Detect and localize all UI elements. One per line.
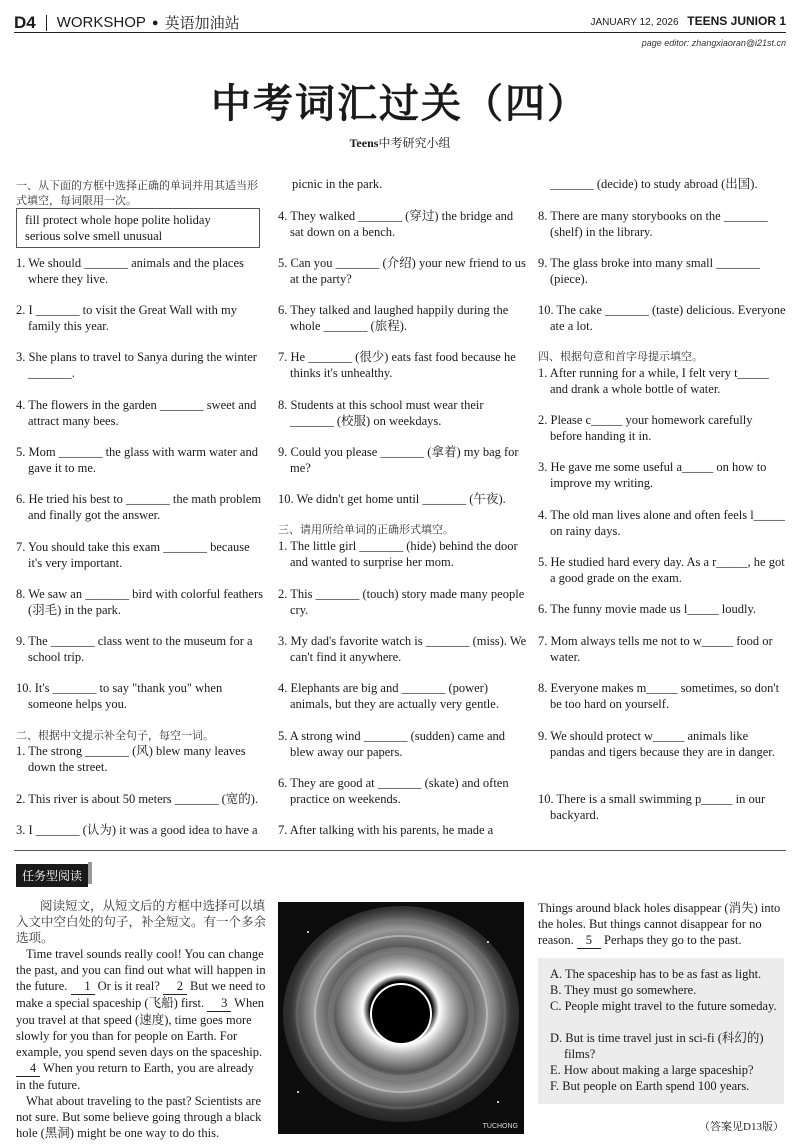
section2-item: 5. Can you _______ (介绍) your new friend to us at the party? bbox=[278, 256, 526, 286]
section4-item: 7. Mom always tells me not to w_____ food or water. bbox=[538, 634, 773, 664]
passage-paragraph-2: What about traveling to the past? Scientists are not sure. But some believe going through a black hole (黑洞) might be one way to do this. bbox=[16, 1094, 262, 1140]
byline bbox=[0, 134, 800, 151]
section2-item: 9. Could you please _______ (拿着) my bag for me? bbox=[278, 445, 519, 475]
section2-item: 8. Students at this school must wear their _______ (校服) on weekdays. bbox=[278, 398, 484, 428]
option-c: C. People might travel to the future someday. bbox=[550, 999, 777, 1013]
section4-item: 6. The funny movie made us l_____ loudly. bbox=[538, 602, 757, 616]
word-box bbox=[16, 208, 260, 248]
passage-text: But we need to make a special spaceship (飞船) first. bbox=[16, 979, 266, 1010]
section1-item: 2. I _______ to visit the Great Wall with my family this year. bbox=[16, 303, 237, 333]
section2-item: 2. This river is about 50 meters _______ (宽的). bbox=[16, 792, 259, 806]
section3-item: 8. There are many storybooks on the _______ (shelf) in the library. bbox=[538, 209, 768, 239]
section2-item: 10. We didn't get home until _______ (午夜). bbox=[278, 492, 506, 506]
section4-item: 9. We should protect w_____ animals like pandas and tigers because they are in danger. bbox=[538, 729, 775, 759]
section1-item: 5. Mom _______ the glass with warm water and gave it to me. bbox=[16, 445, 258, 475]
blank-1: 1 bbox=[71, 978, 95, 995]
photo-credit: TUCHONG bbox=[482, 1123, 518, 1130]
section4-item: 4. The old man lives alone and often feels l_____ on rainy days. bbox=[538, 508, 785, 538]
section1-item: 1. We should _______ animals and the places where they live. bbox=[16, 256, 244, 286]
blank-4: 4 bbox=[16, 1060, 40, 1077]
passage-text: Perhaps they go to the past. bbox=[604, 933, 742, 947]
section2-item: 4. They walked _______ (穿过) the bridge and sat down on a bench. bbox=[278, 209, 514, 239]
section1-heading: 一、从下面的方框中选择正确的单词并用其适当形式填空，每词限用一次。 bbox=[16, 179, 258, 207]
reading-instruction: 阅读短文，从短文后的方框中选择可以填入文中空白处的句子，补全短文。有一个多余选项。 bbox=[16, 898, 267, 945]
section4-item: 5. He studied hard every day. As a r_____, he got a good grade on the exam. bbox=[538, 555, 785, 585]
section1-item: 9. The _______ class went to the museum for a school trip. bbox=[16, 634, 253, 664]
section4-item: 8. Everyone makes m_____ sometimes, so don't be too hard on yourself. bbox=[538, 681, 780, 711]
section3-heading: 三、请用所给单词的正确形式填空。 bbox=[278, 523, 454, 536]
byline-group: 中考研究小组 bbox=[378, 136, 451, 150]
section4-item: 2. Please c_____ your homework carefully before handing it in. bbox=[538, 413, 753, 443]
word-box-line-2: serious solve smell unusual bbox=[25, 229, 163, 243]
section3-item: 2. This _______ (touch) story made many people cry. bbox=[278, 587, 525, 617]
section1-item: 4. The flowers in the garden _______ sweet and attract many bees. bbox=[16, 398, 257, 428]
header-rule bbox=[14, 32, 786, 33]
blank-2: 2 bbox=[163, 978, 187, 995]
section2-heading: 二、根据中文提示补全句子，每空一词。 bbox=[16, 729, 214, 742]
section3-item: 4. Elephants are big and _______ (power) animals, but they are actually very gentle. bbox=[278, 681, 499, 711]
passage-text: When you travel at that speed (速度), time goes more slowly for you than for people on Earth. For example, you spend seven days on the spaceship. bbox=[16, 996, 265, 1059]
section-name: WORKSHOP bbox=[56, 14, 146, 31]
section3-item: 10. The cake _______ (taste) delicious. Everyone ate a lot. bbox=[538, 303, 786, 333]
section2-item: 3. I _______ (认为) it was a good idea to have a bbox=[16, 823, 258, 837]
page-title: 中考词汇过关（四） bbox=[211, 81, 589, 127]
black-hole-photo bbox=[278, 902, 524, 1134]
section3-item-continued: _______ (decide) to study abroad (出国). bbox=[550, 177, 758, 191]
reading-tag: 任务型阅读 bbox=[16, 864, 88, 887]
tag-accent bbox=[88, 862, 92, 884]
paper-name: TEENS JUNIOR 1 bbox=[687, 14, 786, 28]
page-number: D4 bbox=[14, 12, 36, 32]
section4-item: 10. There is a small swimming p_____ in our backyard. bbox=[538, 792, 766, 822]
section1-item: 7. You should take this exam _______ because it's very important. bbox=[16, 540, 250, 570]
option-f: F. But people on Earth spend 100 years. bbox=[550, 1079, 750, 1093]
blank-3: 3 bbox=[207, 995, 231, 1012]
black-hole-illustration bbox=[278, 902, 524, 1134]
section-divider bbox=[14, 850, 786, 851]
page-header bbox=[14, 12, 240, 33]
section4-item: 3. He gave me some useful a_____ on how to improve my writing. bbox=[538, 460, 767, 490]
section4-heading: 四、根据句意和首字母提示填空。 bbox=[538, 350, 703, 363]
section1-item: 8. We saw an _______ bird with colorful feathers (羽毛) in the park. bbox=[16, 587, 263, 617]
option-e: E. How about making a large spaceship? bbox=[550, 1063, 754, 1077]
header-divider bbox=[46, 15, 47, 31]
passage-text: When you return to Earth, you are already in the future. bbox=[16, 1061, 254, 1092]
section1-item: 6. He tried his best to _______ the math problem and finally got the answer. bbox=[16, 492, 262, 522]
page-editor: page editor: zhangxiaoran@i21st.cn bbox=[641, 38, 786, 48]
section2-item: 7. He _______ (很少) eats fast food because he thinks it's unhealthy. bbox=[278, 350, 516, 380]
section4-item: 1. After running for a while, I felt very t_____ and drank a whole bottle of water. bbox=[538, 366, 769, 396]
section3-item: 3. My dad's favorite watch is _______ (miss). We can't find it anywhere. bbox=[278, 634, 527, 664]
section1-item: 3. She plans to travel to Sanya during the winter _______. bbox=[16, 350, 257, 380]
section2-item: 6. They talked and laughed happily during the whole _______ (旅程). bbox=[278, 303, 509, 333]
byline-teens: Teens bbox=[349, 136, 379, 150]
reading-passage bbox=[16, 946, 266, 1141]
issue-date: JANUARY 12, 2026 bbox=[590, 17, 679, 28]
options-box bbox=[538, 958, 784, 1104]
option-a: A. The spaceship has to be as fast as light. bbox=[550, 967, 762, 981]
passage-text: Or is it real? bbox=[97, 979, 160, 993]
reading-passage-continued bbox=[538, 900, 786, 949]
section3-item: 6. They are good at _______ (skate) and often practice on weekends. bbox=[278, 776, 509, 806]
bullet-icon: ● bbox=[151, 16, 159, 29]
blank-5: 5 bbox=[577, 932, 601, 949]
option-d: D. But is time travel just in sci-fi (科幻的) films? bbox=[550, 1031, 764, 1061]
answer-note: （答案见D13版） bbox=[699, 1121, 784, 1133]
section1-item: 10. It's _______ to say "thank you" when someone helps you. bbox=[16, 681, 223, 711]
passage-text: Things around black holes disappear (消失) into the holes. But things cannot disappear for no reason. bbox=[538, 901, 781, 947]
section2-item-continued: picnic in the park. bbox=[292, 177, 383, 191]
section3-item: 9. The glass broke into many small _______ (piece). bbox=[538, 256, 760, 286]
section3-item: 5. A strong wind _______ (sudden) came and blew away our papers. bbox=[278, 729, 506, 759]
header-date-block bbox=[590, 14, 786, 28]
section3-item: 1. The little girl _______ (hide) behind the door and wanted to surprise her mom. bbox=[278, 539, 518, 569]
option-b: B. They must go somewhere. bbox=[550, 983, 697, 997]
section3-item: 7. After talking with his parents, he made a bbox=[278, 823, 494, 837]
word-box-line-1: fill protect whole hope polite holiday bbox=[25, 213, 211, 227]
passage-text: Time travel sounds really cool! You can change the past, and you can find out what will happen in the future. bbox=[16, 947, 266, 993]
section2-item: 1. The strong _______ (风) blew many leaves down the street. bbox=[16, 744, 246, 774]
column-name: 英语加油站 bbox=[164, 15, 240, 32]
